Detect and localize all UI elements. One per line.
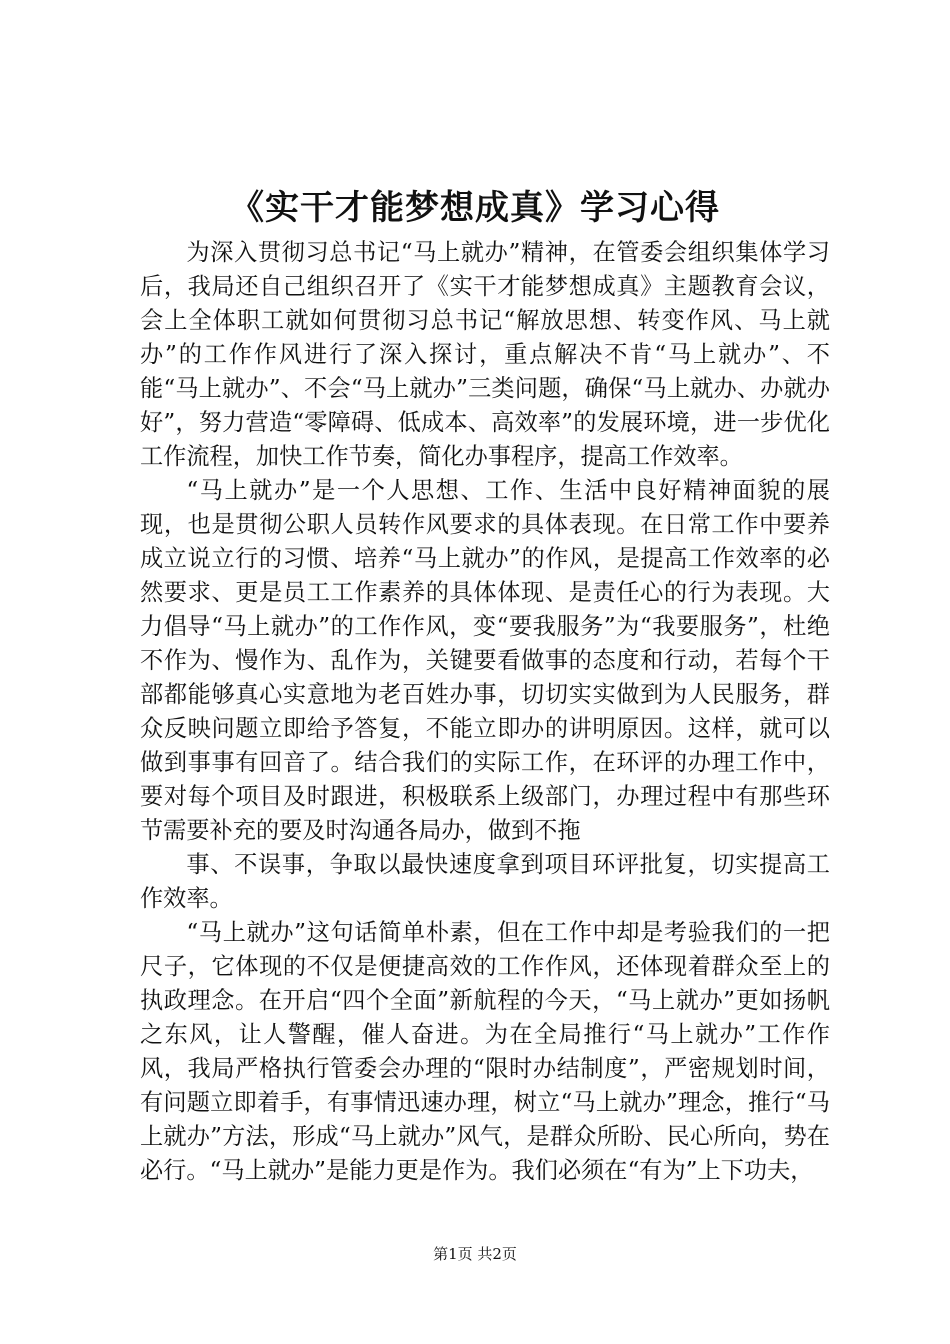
page-number-footer: 第1页 共2页	[433, 1245, 517, 1263]
paragraph-1: 为深入贯彻习总书记“马上就办”精神，在管委会组织集体学习后，我局还自己组织召开了《实干才能梦想成真》主题教育会议，会上全体职工就如何贯彻习总书记“解放思想、转变作风、马上就办”的工作作风进行了深入探讨，重点解决不肯“马上就办”、不能“马上就办”、不会“马上就办”三类问题，确保“马上就办、办就办好”，努力营造“零障碍、低成本、高效率”的发展环境，进一步优化工作流程，加快工作节奏，简化办事程序，提高工作效率。	[140, 239, 830, 470]
document-body	[140, 236, 830, 1188]
paragraph-4: “马上就办”这句话简单朴素，但在工作中却是考验我们的一把尺子，它体现的不仅是便捷高效的工作作风，还体现着群众至上的执政理念。在开启“四个全面”新航程的今天，“马上就办”更如扬帆之东风，让人警醒，催人奋进。为在全局推行“马上就办”工作作风，我局严格执行管委会办理的“限时办结制度”，严密规划时间，有问题立即着手，有事情迅速办理，树立“马上就办”理念，推行“马上就办”方法，形成“马上就办”风气，是群众所盼、民心所向，势在必行。“马上就办”是能力更是作为。我们必须在“有为”上下功夫，	[140, 919, 830, 1184]
paragraph-3: 事、不误事，争取以最快速度拿到项目环评批复，切实提高工作效率。	[140, 851, 830, 912]
paragraph-2: “马上就办”是一个人思想、工作、生活中良好精神面貌的展现，也是贯彻公职人员转作风要求的具体表现。在日常工作中要养成立说立行的习惯、培养“马上就办”的作风，是提高工作效率的必然要求、更是员工工作素养的具体体现、是责任心的行为表现。大力倡导“马上就办”的工作作风，变“要我服务”为“我要服务”，杜绝不作为、慢作为、乱作为，关键要看做事的态度和行动，若每个干部都能够真心实意地为老百姓办事，切切实实做到为人民服务，群众反映问题立即给予答复，不能立即办的讲明原因。这样，就可以做到事事有回音了。结合我们的实际工作，在环评的办理工作中，要对每个项目及时跟进，积极联系上级部门，办理过程中有那些环节需要补充的要及时沟通各局办，做到不拖	[140, 477, 830, 844]
document-title: 《实干才能梦想成真》学习心得	[230, 188, 720, 228]
